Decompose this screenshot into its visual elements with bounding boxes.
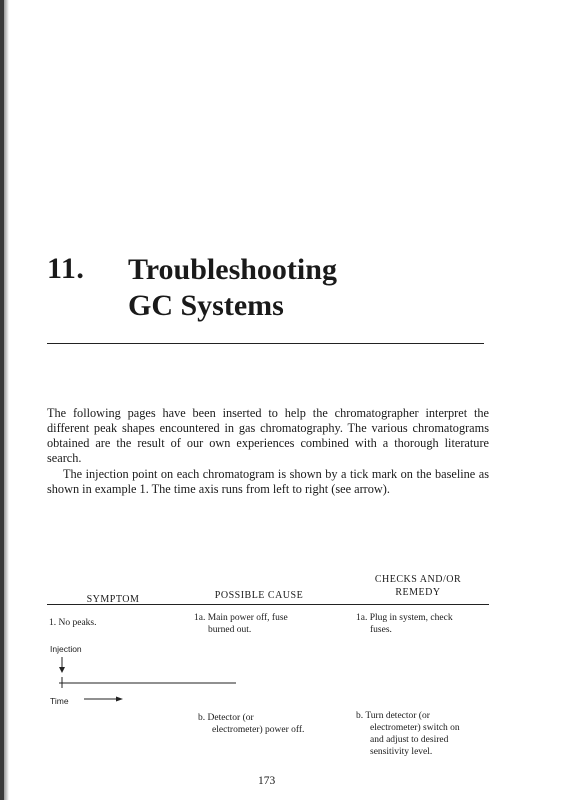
chapter-number: 11. <box>47 252 85 285</box>
cause-1b <box>198 712 338 736</box>
cause-1b-line-2: electrometer) power off. <box>212 725 305 735</box>
chapter-title <box>128 252 337 324</box>
check-1b-line-2: electrometer) switch on <box>370 723 460 733</box>
title-divider <box>47 343 484 344</box>
check-1a-line-1: 1a. Plug in system, check <box>356 613 453 623</box>
intro-paragraph-1: The following pages have been inserted to help the chromatographer interpret the different peak shapes encountered in gas chromatography. The various chromatograms obtained are the result of our own experiences combined with a thorough literature search. <box>47 406 489 465</box>
check-1b <box>356 710 496 758</box>
header-checks-remedy <box>348 573 488 599</box>
page-number: 173 <box>258 775 276 787</box>
check-1a-line-2: fuses. <box>370 625 392 635</box>
chapter-title-line-2: GC Systems <box>128 289 284 322</box>
chapter-title-line-1: Troubleshooting <box>128 253 337 286</box>
example-chromatogram <box>40 655 250 710</box>
header-symptom: SYMPTOM <box>86 594 140 605</box>
binding-shadow <box>4 0 9 800</box>
intro-paragraph-2: The injection point on each chromatogram is shown by a tick mark on the baseline as shown in example 1. The time axis runs from left to right (see arrow). <box>47 467 489 496</box>
check-1b-line-4: sensitivity level. <box>370 747 433 757</box>
header-checks-line-1: CHECKS AND/OR <box>374 574 462 585</box>
injection-label: Injection <box>50 644 82 654</box>
symptom-1: 1. No peaks. <box>49 618 97 628</box>
time-label: Time <box>50 696 69 706</box>
cause-1b-line-1: b. Detector (or <box>198 713 254 723</box>
cause-1a-line-2: burned out. <box>208 625 252 635</box>
check-1b-line-3: and adjust to desired <box>370 735 449 745</box>
cause-1a-line-1: 1a. Main power off, fuse <box>194 613 288 623</box>
cause-1a <box>194 612 324 636</box>
check-1b-line-1: b. Turn detector (or <box>356 711 430 721</box>
header-checks-line-2: REMEDY <box>395 587 441 598</box>
time-arrow-head <box>116 697 123 702</box>
intro-text <box>47 406 489 497</box>
table-header-rule <box>47 604 489 605</box>
injection-arrow-head <box>59 667 65 673</box>
check-1a <box>356 612 491 636</box>
header-possible-cause: POSSIBLE CAUSE <box>214 590 304 601</box>
